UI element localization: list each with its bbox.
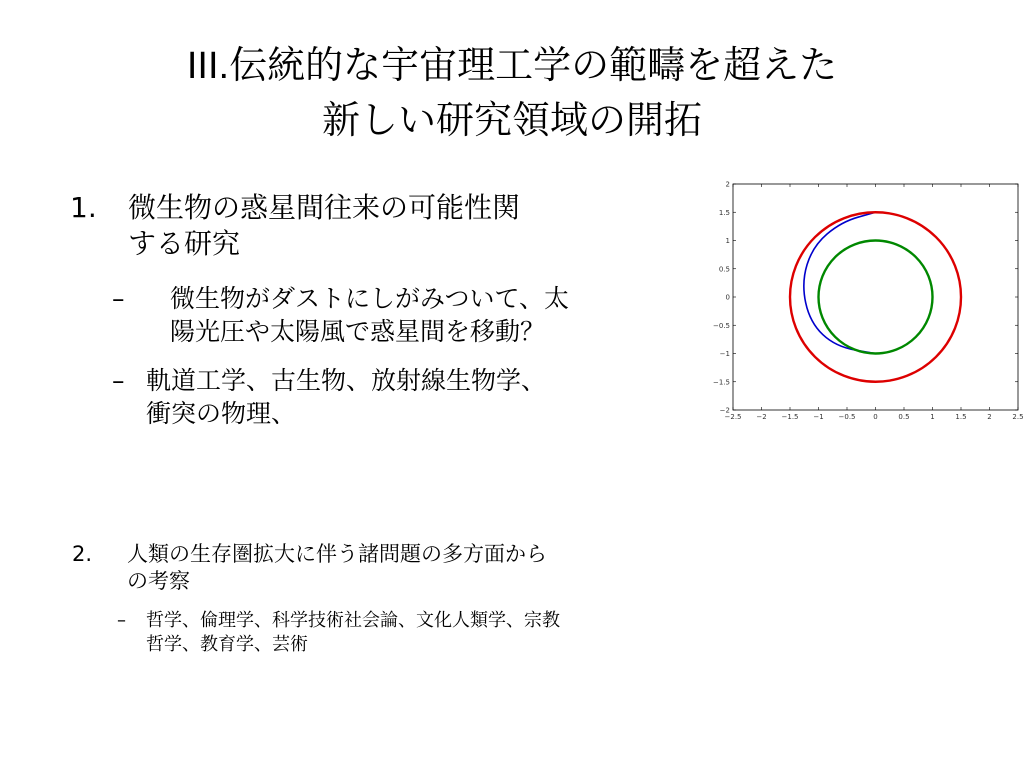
y-tick-label: 0 <box>725 293 730 302</box>
sub-2-1-dash: – <box>117 610 126 631</box>
sub-1-1-dash: – <box>112 284 125 313</box>
y-tick-label: −1.5 <box>713 378 730 387</box>
y-tick-label: 1.5 <box>718 208 730 217</box>
item-1-line-2: する研究 <box>128 227 241 260</box>
sub-2-1-line-1: 哲学、倫理学、科学技術社会論、文化人類学、宗教 <box>146 610 560 631</box>
title-prefix: III. <box>186 45 230 87</box>
x-tick-label: 1 <box>930 413 935 421</box>
item-2-line-1: 人類の生存圏拡大に伴う諸問題の多方面から <box>127 542 547 566</box>
y-tick-label: 0.5 <box>718 265 730 274</box>
y-tick-label: −0.5 <box>713 321 730 330</box>
title-line-1-text: 伝統的な宇宙理工学の範疇を超えた <box>229 43 838 87</box>
sub-1-2-line-2: 衝突の物理、 <box>146 399 297 428</box>
item-2-number: 2. <box>72 542 93 566</box>
sub-1-1-line-2: 陽光圧や太陽風で惑星間を移動？ <box>170 317 546 346</box>
title-line-1 <box>0 38 1024 93</box>
sub-1-2-line-1: 軌道工学、古生物、放射線生物学、 <box>146 366 547 395</box>
x-tick-label: −2.5 <box>724 413 742 421</box>
x-tick-label: 2.5 <box>1012 413 1024 421</box>
x-tick-label: 2 <box>987 413 992 421</box>
y-tick-label: 1 <box>725 237 730 245</box>
sub-1-2-dash: – <box>112 366 125 395</box>
plot-frame <box>733 184 1018 410</box>
x-tick-label: −1 <box>813 413 824 421</box>
x-tick-label: 0.5 <box>898 413 910 421</box>
x-tick-label: −0.5 <box>838 413 856 421</box>
slide-title <box>0 38 1024 147</box>
y-tick-label: −1 <box>719 350 730 358</box>
title-line-2: 新しい研究領域の開拓 <box>321 98 702 142</box>
x-tick-label: 1.5 <box>955 413 967 421</box>
sub-1-1-line-1: 微生物がダストにしがみついて、太 <box>170 284 570 313</box>
y-tick-label: 2 <box>725 180 730 189</box>
y-tick-label: −2 <box>719 406 730 415</box>
sub-2-1-line-2: 哲学、教育学、芸術 <box>146 634 308 655</box>
orbit-plot <box>715 178 1025 428</box>
x-tick-label: −2 <box>756 413 767 421</box>
item-2-line-2: の考察 <box>127 569 190 593</box>
x-tick-label: 0 <box>873 413 878 421</box>
item-1-number: 1. <box>70 191 97 224</box>
x-tick-label: −1.5 <box>781 413 799 421</box>
item-1-line-1: 微生物の惑星間往来の可能性関 <box>128 191 521 224</box>
